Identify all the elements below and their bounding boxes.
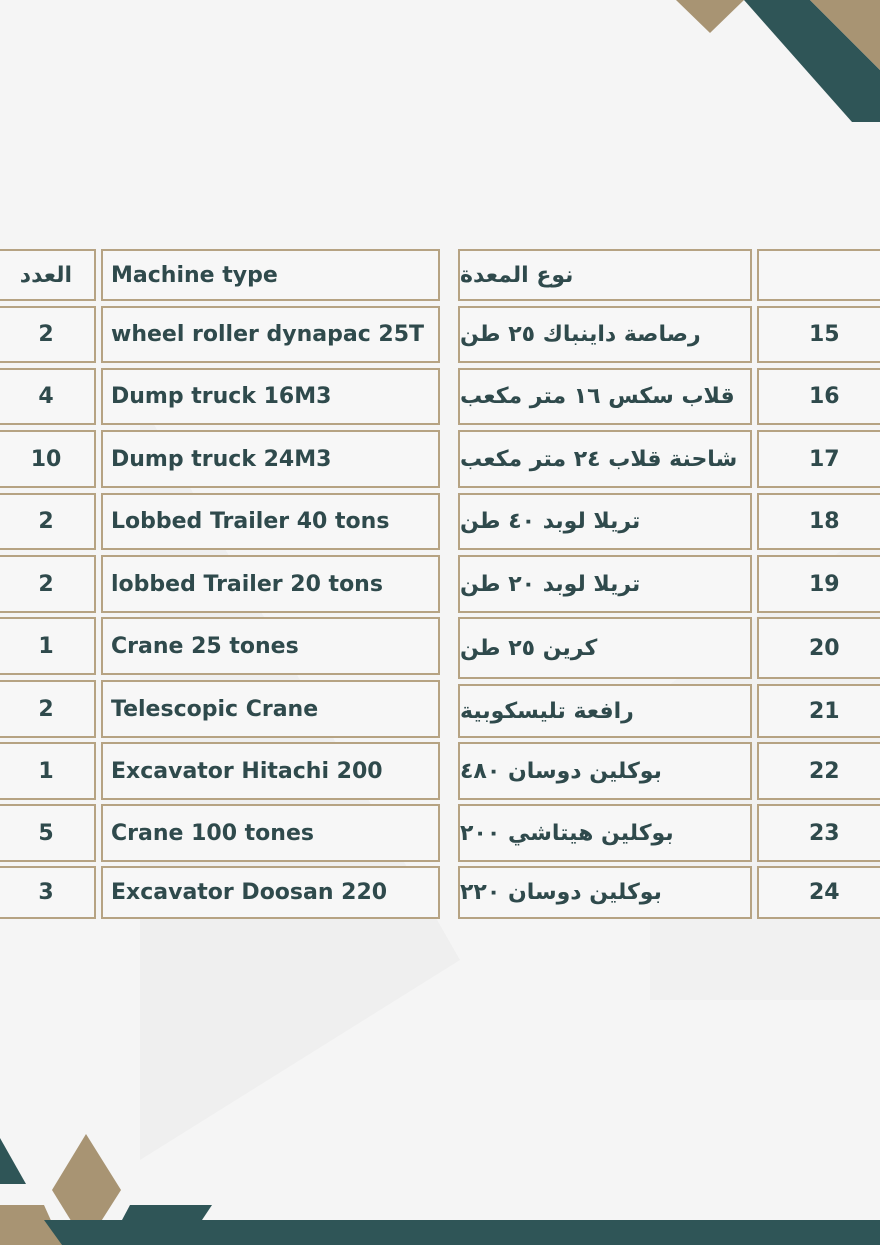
cell-number: 19: [757, 555, 880, 613]
cell-machine-type: lobbed Trailer 20 tons: [101, 555, 440, 613]
cell-machine-type: Crane 25 tones: [101, 617, 440, 675]
cell-number: 21: [757, 684, 880, 738]
header-number: [757, 249, 880, 301]
cell-machine-type: Telescopic Crane: [101, 680, 440, 738]
cell-equipment-type: قلاب سكس ١٦ متر مكعب: [458, 368, 752, 425]
cell-number: 15: [757, 306, 880, 363]
header-equipment-type: نوع المعدة: [458, 249, 752, 301]
bottom-triangle-dark: [0, 1138, 26, 1184]
cell-machine-type: Dump truck 16M3: [101, 368, 440, 425]
cell-machine-type: Excavator Doosan 220: [101, 866, 440, 919]
cell-machine-type: Excavator Hitachi 200: [101, 742, 440, 800]
cell-count: 5: [0, 804, 96, 862]
cell-number: 17: [757, 430, 880, 488]
cell-number: 23: [757, 804, 880, 862]
cell-equipment-type: تريلا لوبد ٢٠ طن: [458, 555, 752, 613]
cell-machine-type: Crane 100 tones: [101, 804, 440, 862]
cell-count: 3: [0, 866, 96, 919]
bottom-step-dark: [122, 1205, 212, 1220]
cell-number: 22: [757, 742, 880, 800]
cell-count: 10: [0, 430, 96, 488]
cell-equipment-type: تريلا لوبد ٤٠ طن: [458, 493, 752, 550]
cell-equipment-type: شاحنة قلاب ٢٤ متر مكعب: [458, 430, 752, 488]
cell-count: 1: [0, 742, 96, 800]
cell-count: 1: [0, 617, 96, 675]
cell-equipment-type: بوكلين دوسان ٢٢٠: [458, 866, 752, 919]
cell-equipment-type: بوكلين دوسان ٤٨٠: [458, 742, 752, 800]
cell-equipment-type: رصاصة داينباك ٢٥ طن: [458, 306, 752, 363]
bottom-bar-dark: [44, 1220, 880, 1245]
header-count: العدد: [0, 249, 96, 301]
cell-machine-type: wheel roller dynapac 25T: [101, 306, 440, 363]
cell-equipment-type: رافعة تليسكوبية: [458, 684, 752, 738]
cell-number: 16: [757, 368, 880, 425]
top-diamond-gold: [676, 0, 744, 33]
cell-number: 18: [757, 493, 880, 550]
cell-number: 24: [757, 866, 880, 919]
cell-count: 2: [0, 493, 96, 550]
cell-count: 2: [0, 555, 96, 613]
cell-count: 2: [0, 306, 96, 363]
header-machine-type: Machine type: [101, 249, 440, 301]
cell-number: 20: [757, 617, 880, 679]
cell-count: 4: [0, 368, 96, 425]
cell-equipment-type: كرين ٢٥ طن: [458, 617, 752, 679]
cell-machine-type: Lobbed Trailer 40 tons: [101, 493, 440, 550]
cell-count: 2: [0, 680, 96, 738]
cell-machine-type: Dump truck 24M3: [101, 430, 440, 488]
cell-equipment-type: بوكلين هيتاشي ٢٠٠: [458, 804, 752, 862]
